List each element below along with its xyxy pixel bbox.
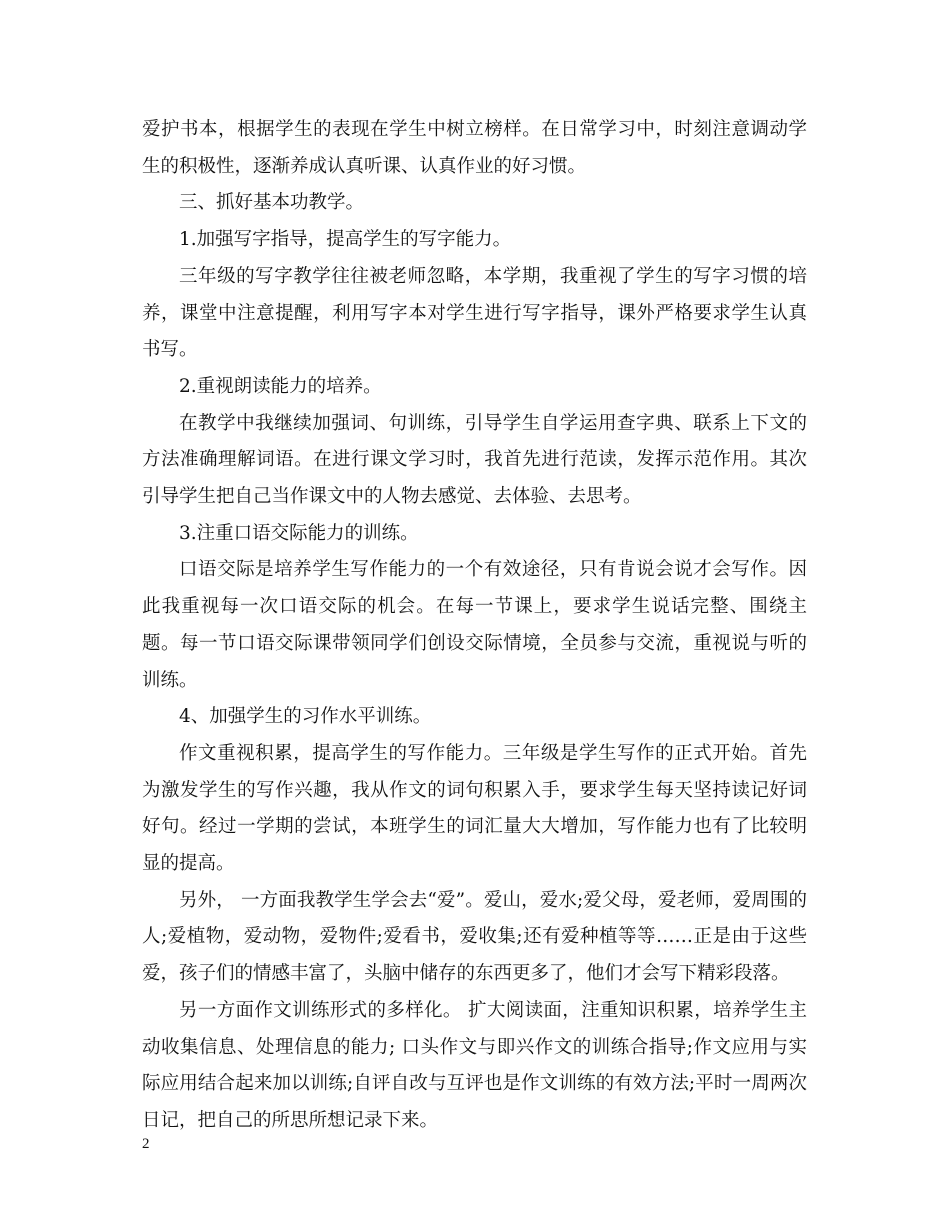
subheading-composition-training: 4、加强学生的习作水平训练。 <box>179 706 432 728</box>
document-body <box>142 112 807 1140</box>
paragraph-diverse-training: 另一方面作文训练形式的多样化。 扩大阅读面，注重知识积累，培养学生主动收集信息、处理信息的能力; 口头作文与即兴作文的训练合指导;作文应用与实际应用结合起来加以训练;自评自改与互评也是作文训练的有效方法;平时一周两次日记，把自己的所思所想记录下来。 <box>142 999 807 1131</box>
paragraph-teaching-love: 另外， 一方面我教学生学会去“爱”。爱山，爱水;爱父母，爱老师，爱周围的人;爱植物，爱动物，爱物件;爱看书，爱收集;还有爱种植等等……正是由于这些爱，孩子们的情感丰富了，头脑中储存的东西更多了，他们才会写下精彩段落。 <box>142 889 807 985</box>
subheading-reading-ability: 2.重视朗读能力的培养。 <box>179 375 382 397</box>
paragraph-composition-accumulation: 作文重视积累，提高学生的写作能力。三年级是学生写作的正式开始。首先为激发学生的写作兴趣，我从作文的词句积累入手，要求学生每天坚持读记好词好句。经过一学期的尝试，本班学生的词汇量大大增加，写作能力也有了比较明显的提高。 <box>142 742 807 875</box>
paragraph-oral-communication: 口语交际是培养学生写作能力的一个有效途径，只有肯说会说才会写作。因此我重视每一次口语交际的机会。在每一节课上，要求学生说话完整、围绕主题。每一节口语交际课带领同学们创设交际情境，全员参与交流，重视说与听的训练。 <box>142 559 807 691</box>
page-number: 2 <box>142 1136 150 1152</box>
subheading-oral-communication: 3.注重口语交际能力的训练。 <box>179 522 419 544</box>
paragraph-writing-teaching: 三年级的写字教学往往被老师忽略，本学期，我重视了学生的写字习惯的培养，课堂中注意提醒，利用写字本对学生进行写字指导，课外严格要求学生认真书写。 <box>142 265 807 361</box>
subheading-writing-guidance: 1.加强写字指导，提高学生的写字能力。 <box>179 229 512 251</box>
paragraph-continuation: 爱护书本，根据学生的表现在学生中树立榜样。在日常学习中，时刻注意调动学生的积极性，逐渐养成认真听课、认真作业的好习惯。 <box>142 119 807 177</box>
section-heading-basic-skills: 三、抓好基本功教学。 <box>179 192 365 214</box>
paragraph-reading-teaching: 在教学中我继续加强词、句训练，引导学生自学运用查字典、联系上下文的方法准确理解词语。在进行课文学习时，我首先进行范读，发挥示范作用。其次引导学生把自己当作课文中的人物去感觉、去体验、去思考。 <box>142 412 807 508</box>
